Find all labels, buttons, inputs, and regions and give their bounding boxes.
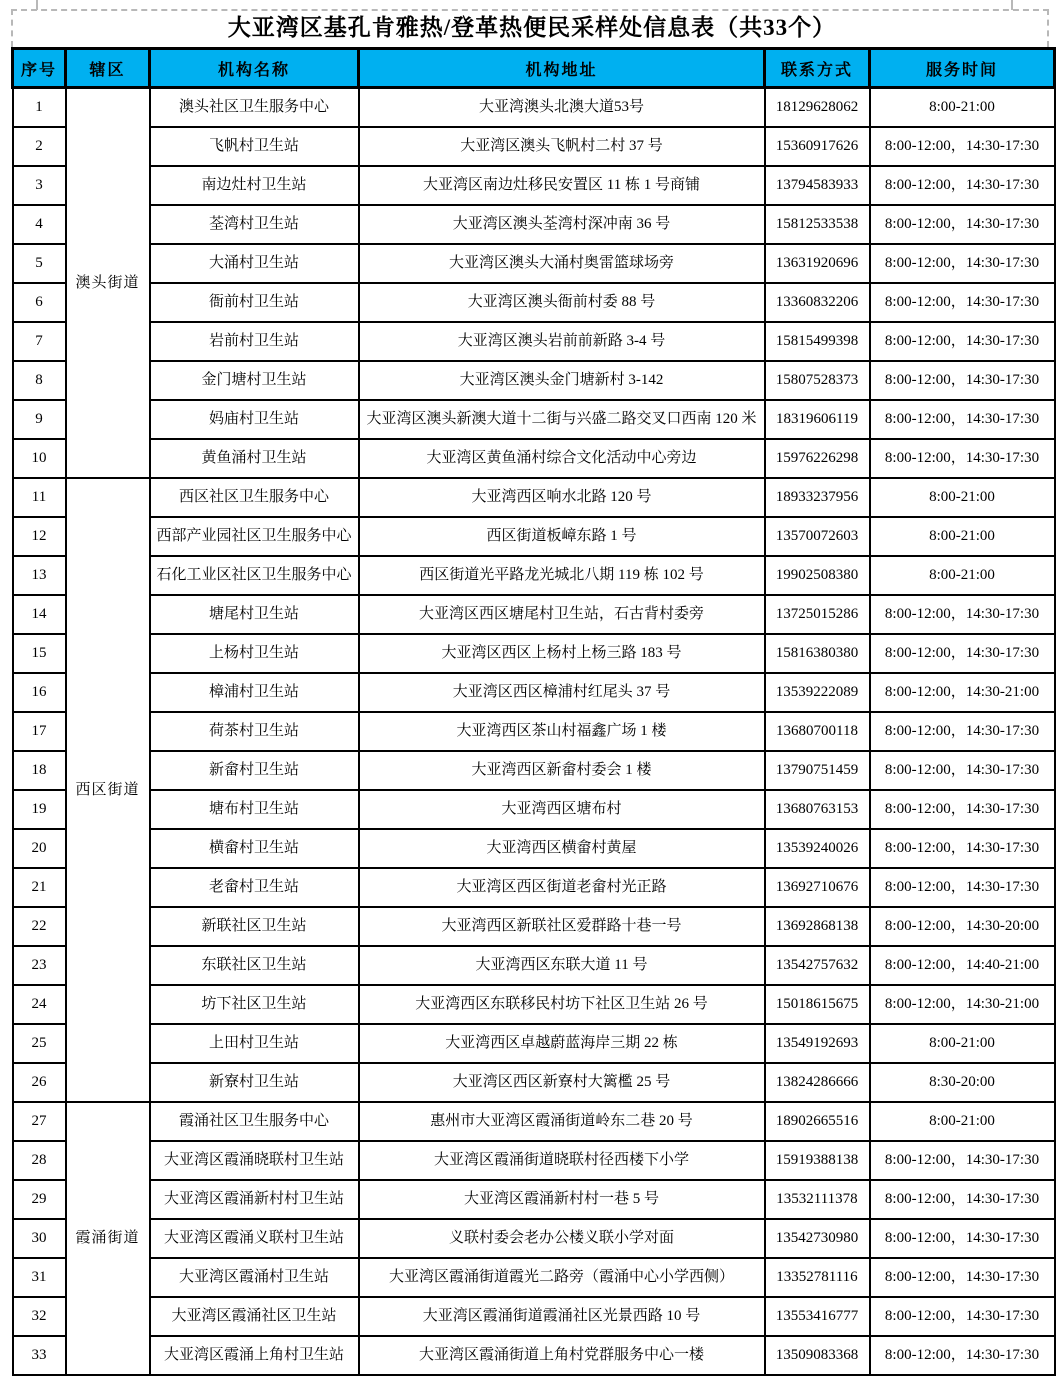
cell-institution-name: 大亚湾区霞涌新村村卫生站 xyxy=(150,1180,359,1219)
cell-service-hours: 8:00-12:00，14:30-17:30 xyxy=(870,595,1055,634)
col-header-hours: 服务时间 xyxy=(870,49,1055,88)
cell-institution-name: 新畲村卫生站 xyxy=(150,751,359,790)
table-row xyxy=(13,1219,1055,1258)
table-row xyxy=(13,829,1055,868)
cell-service-hours: 8:00-21:00 xyxy=(870,88,1055,128)
cell-institution-name: 飞帆村卫生站 xyxy=(150,127,359,166)
cell-institution-address: 大亚湾西区卓越蔚蓝海岸三期 22 栋 xyxy=(359,1024,765,1063)
cell-service-hours: 8:00-12:00，14:30-17:30 xyxy=(870,361,1055,400)
cell-serial-number: 23 xyxy=(13,946,66,985)
cell-institution-name: 上田村卫生站 xyxy=(150,1024,359,1063)
table-row xyxy=(13,400,1055,439)
cell-contact-phone: 15816380380 xyxy=(765,634,870,673)
cell-institution-address: 大亚湾区黄鱼涌村综合文化活动中心旁边 xyxy=(359,439,765,478)
cell-service-hours: 8:00-12:00，14:30-17:30 xyxy=(870,205,1055,244)
col-header-phone: 联系方式 xyxy=(765,49,870,88)
cell-serial-number: 33 xyxy=(13,1336,66,1375)
cell-contact-phone: 13725015286 xyxy=(765,595,870,634)
table-row xyxy=(13,712,1055,751)
cell-institution-address: 大亚湾区澳头大涌村奥雷篮球场旁 xyxy=(359,244,765,283)
table-row xyxy=(13,244,1055,283)
cell-contact-phone: 18129628062 xyxy=(765,88,870,128)
cell-institution-name: 大涌村卫生站 xyxy=(150,244,359,283)
cell-institution-address: 大亚湾区西区新寮村大篱檻 25 号 xyxy=(359,1063,765,1102)
cell-institution-name: 金门塘村卫生站 xyxy=(150,361,359,400)
cell-service-hours: 8:00-21:00 xyxy=(870,478,1055,517)
cell-contact-phone: 18902665516 xyxy=(765,1102,870,1141)
cell-serial-number: 25 xyxy=(13,1024,66,1063)
cell-serial-number: 22 xyxy=(13,907,66,946)
cell-contact-phone: 15919388138 xyxy=(765,1141,870,1180)
table-row xyxy=(13,283,1055,322)
cell-institution-address: 大亚湾区南边灶移民安置区 11 栋 1 号商铺 xyxy=(359,166,765,205)
cell-serial-number: 2 xyxy=(13,127,66,166)
cell-serial-number: 11 xyxy=(13,478,66,517)
cell-service-hours: 8:00-12:00，14:30-21:00 xyxy=(870,985,1055,1024)
table-row xyxy=(13,166,1055,205)
cell-institution-name: 大亚湾区霞涌村卫生站 xyxy=(150,1258,359,1297)
cell-contact-phone: 13794583933 xyxy=(765,166,870,205)
cell-contact-phone: 15812533538 xyxy=(765,205,870,244)
cell-institution-name: 横畲村卫生站 xyxy=(150,829,359,868)
cell-contact-phone: 15815499398 xyxy=(765,322,870,361)
cell-serial-number: 14 xyxy=(13,595,66,634)
col-header-name: 机构名称 xyxy=(150,49,359,88)
cell-institution-address: 大亚湾西区响水北路 120 号 xyxy=(359,478,765,517)
table-row xyxy=(13,205,1055,244)
cell-service-hours: 8:00-12:00，14:30-17:30 xyxy=(870,1141,1055,1180)
cell-institution-address: 大亚湾西区东联大道 11 号 xyxy=(359,946,765,985)
cell-institution-name: 澳头社区卫生服务中心 xyxy=(150,88,359,128)
cell-serial-number: 12 xyxy=(13,517,66,556)
cell-service-hours: 8:00-21:00 xyxy=(870,1102,1055,1141)
table-row xyxy=(13,751,1055,790)
cell-institution-address: 惠州市大亚湾区霞涌街道岭东二巷 20 号 xyxy=(359,1102,765,1141)
cell-institution-name: 妈庙村卫生站 xyxy=(150,400,359,439)
cell-contact-phone: 15976226298 xyxy=(765,439,870,478)
cell-serial-number: 28 xyxy=(13,1141,66,1180)
table-row xyxy=(13,361,1055,400)
cell-institution-address: 大亚湾西区横畲村黄屋 xyxy=(359,829,765,868)
cell-serial-number: 17 xyxy=(13,712,66,751)
cell-serial-number: 20 xyxy=(13,829,66,868)
cell-contact-phone: 13553416777 xyxy=(765,1297,870,1336)
table-row xyxy=(13,673,1055,712)
cell-district: 霞涌街道 xyxy=(66,1102,150,1375)
table-row xyxy=(13,478,1055,517)
cell-serial-number: 18 xyxy=(13,751,66,790)
cell-institution-address: 大亚湾区霞涌街道霞光二路旁（霞涌中心小学西侧） xyxy=(359,1258,765,1297)
cell-contact-phone: 15360917626 xyxy=(765,127,870,166)
col-header-address: 机构地址 xyxy=(359,49,765,88)
cell-contact-phone: 13692710676 xyxy=(765,868,870,907)
cell-institution-address: 大亚湾区澳头新澳大道十二街与兴盛二路交叉口西南 120 米 xyxy=(359,400,765,439)
cell-serial-number: 5 xyxy=(13,244,66,283)
cell-service-hours: 8:00-21:00 xyxy=(870,517,1055,556)
cell-institution-name: 荷茶村卫生站 xyxy=(150,712,359,751)
col-header-no: 序号 xyxy=(13,49,66,88)
table-row xyxy=(13,439,1055,478)
table-row xyxy=(13,88,1055,128)
cell-institution-address: 大亚湾区澳头金门塘新村 3-142 xyxy=(359,361,765,400)
cell-service-hours: 8:00-12:00，14:40-21:00 xyxy=(870,946,1055,985)
cell-service-hours: 8:00-12:00，14:30-20:00 xyxy=(870,907,1055,946)
cell-service-hours: 8:00-12:00，14:30-17:30 xyxy=(870,1219,1055,1258)
cell-serial-number: 27 xyxy=(13,1102,66,1141)
cell-institution-address: 大亚湾澳头北澳大道53号 xyxy=(359,88,765,128)
cell-institution-name: 坊下社区卫生站 xyxy=(150,985,359,1024)
cell-contact-phone: 13509083368 xyxy=(765,1336,870,1375)
cell-institution-address: 义联村委会老办公楼义联小学对面 xyxy=(359,1219,765,1258)
table-row xyxy=(13,556,1055,595)
page-title: 大亚湾区基孔肯雅热/登革热便民采样处信息表（共33个） xyxy=(227,15,837,40)
cell-service-hours: 8:00-12:00，14:30-17:30 xyxy=(870,439,1055,478)
cell-service-hours: 8:00-12:00，14:30-17:30 xyxy=(870,634,1055,673)
cell-serial-number: 21 xyxy=(13,868,66,907)
table-row xyxy=(13,1024,1055,1063)
cell-institution-name: 石化工业区社区卫生服务中心 xyxy=(150,556,359,595)
cell-contact-phone: 13539240026 xyxy=(765,829,870,868)
cell-institution-name: 西部产业园社区卫生服务中心 xyxy=(150,517,359,556)
table-row xyxy=(13,1141,1055,1180)
cell-service-hours: 8:00-12:00，14:30-17:30 xyxy=(870,283,1055,322)
cell-institution-name: 塘尾村卫生站 xyxy=(150,595,359,634)
cell-contact-phone: 18933237956 xyxy=(765,478,870,517)
table-header-row xyxy=(13,49,1055,88)
cell-institution-address: 西区街道板嶂东路 1 号 xyxy=(359,517,765,556)
cell-institution-name: 荃湾村卫生站 xyxy=(150,205,359,244)
table-row xyxy=(13,907,1055,946)
cell-institution-name: 大亚湾区霞涌上角村卫生站 xyxy=(150,1336,359,1375)
cell-serial-number: 15 xyxy=(13,634,66,673)
cell-contact-phone: 13539222089 xyxy=(765,673,870,712)
cell-contact-phone: 13542730980 xyxy=(765,1219,870,1258)
cell-contact-phone: 18319606119 xyxy=(765,400,870,439)
cell-institution-name: 黄鱼涌村卫生站 xyxy=(150,439,359,478)
cell-institution-name: 大亚湾区霞涌晓联村卫生站 xyxy=(150,1141,359,1180)
cell-serial-number: 8 xyxy=(13,361,66,400)
cell-institution-address: 大亚湾区霞涌新村村一巷 5 号 xyxy=(359,1180,765,1219)
cell-institution-address: 西区街道光平路龙光城北八期 119 栋 102 号 xyxy=(359,556,765,595)
table-row xyxy=(13,985,1055,1024)
cell-contact-phone: 13542757632 xyxy=(765,946,870,985)
table-row xyxy=(13,1336,1055,1375)
cell-institution-name: 东联社区卫生站 xyxy=(150,946,359,985)
cell-contact-phone: 13680700118 xyxy=(765,712,870,751)
cell-serial-number: 16 xyxy=(13,673,66,712)
table-row xyxy=(13,1063,1055,1102)
cell-contact-phone: 15018615675 xyxy=(765,985,870,1024)
table-row xyxy=(13,1258,1055,1297)
cell-institution-name: 新联社区卫生站 xyxy=(150,907,359,946)
cell-institution-name: 老畲村卫生站 xyxy=(150,868,359,907)
cell-institution-name: 霞涌社区卫生服务中心 xyxy=(150,1102,359,1141)
cell-contact-phone: 13549192693 xyxy=(765,1024,870,1063)
cell-serial-number: 32 xyxy=(13,1297,66,1336)
cell-serial-number: 9 xyxy=(13,400,66,439)
cell-service-hours: 8:00-12:00，14:30-17:30 xyxy=(870,244,1055,283)
cell-service-hours: 8:00-21:00 xyxy=(870,556,1055,595)
cell-serial-number: 26 xyxy=(13,1063,66,1102)
cell-institution-name: 塘布村卫生站 xyxy=(150,790,359,829)
cell-contact-phone: 13352781116 xyxy=(765,1258,870,1297)
cell-serial-number: 4 xyxy=(13,205,66,244)
cell-contact-phone: 15807528373 xyxy=(765,361,870,400)
table-row xyxy=(13,1297,1055,1336)
cell-institution-name: 樟浦村卫生站 xyxy=(150,673,359,712)
cell-serial-number: 29 xyxy=(13,1180,66,1219)
cell-institution-name: 南边灶村卫生站 xyxy=(150,166,359,205)
cell-contact-phone: 13570072603 xyxy=(765,517,870,556)
table-row xyxy=(13,1102,1055,1141)
cell-service-hours: 8:00-12:00，14:30-17:30 xyxy=(870,322,1055,361)
cell-serial-number: 19 xyxy=(13,790,66,829)
table-row xyxy=(13,790,1055,829)
cell-serial-number: 13 xyxy=(13,556,66,595)
cell-serial-number: 24 xyxy=(13,985,66,1024)
cell-service-hours: 8:00-12:00，14:30-17:30 xyxy=(870,1336,1055,1375)
cell-serial-number: 3 xyxy=(13,166,66,205)
cell-district: 澳头街道 xyxy=(66,88,150,479)
cell-service-hours: 8:30-20:00 xyxy=(870,1063,1055,1102)
cell-institution-address: 大亚湾区澳头岩前前新路 3-4 号 xyxy=(359,322,765,361)
cell-institution-address: 大亚湾区西区街道老畲村光正路 xyxy=(359,868,765,907)
cell-institution-address: 大亚湾西区茶山村福鑫广场 1 楼 xyxy=(359,712,765,751)
table-row xyxy=(13,322,1055,361)
cell-institution-address: 大亚湾区西区上杨村上杨三路 183 号 xyxy=(359,634,765,673)
cell-service-hours: 8:00-12:00，14:30-17:30 xyxy=(870,127,1055,166)
cell-service-hours: 8:00-12:00，14:30-17:30 xyxy=(870,829,1055,868)
cell-contact-phone: 13790751459 xyxy=(765,751,870,790)
cell-institution-address: 大亚湾西区东联移民村坊下社区卫生站 26 号 xyxy=(359,985,765,1024)
cell-institution-address: 大亚湾西区新联社区爱群路十巷一号 xyxy=(359,907,765,946)
cell-institution-address: 大亚湾西区塘布村 xyxy=(359,790,765,829)
cell-contact-phone: 13680763153 xyxy=(765,790,870,829)
cell-district: 西区街道 xyxy=(66,478,150,1102)
cell-institution-address: 大亚湾区澳头衙前村委 88 号 xyxy=(359,283,765,322)
cell-institution-address: 大亚湾西区新畲村委会 1 楼 xyxy=(359,751,765,790)
cell-institution-address: 大亚湾区霞涌街道上角村党群服务中心一楼 xyxy=(359,1336,765,1375)
cell-institution-address: 大亚湾区西区塘尾村卫生站，石古背村委旁 xyxy=(359,595,765,634)
cell-institution-name: 大亚湾区霞涌义联村卫生站 xyxy=(150,1219,359,1258)
cell-institution-name: 岩前村卫生站 xyxy=(150,322,359,361)
col-header-district: 辖区 xyxy=(66,49,150,88)
table-row xyxy=(13,868,1055,907)
cell-service-hours: 8:00-12:00，14:30-17:30 xyxy=(870,712,1055,751)
cell-serial-number: 31 xyxy=(13,1258,66,1297)
cell-service-hours: 8:00-12:00，14:30-17:30 xyxy=(870,751,1055,790)
cell-contact-phone: 13532111378 xyxy=(765,1180,870,1219)
cell-serial-number: 6 xyxy=(13,283,66,322)
cell-institution-address: 大亚湾区西区樟浦村红尾头 37 号 xyxy=(359,673,765,712)
cell-service-hours: 8:00-12:00，14:30-17:30 xyxy=(870,790,1055,829)
cell-institution-address: 大亚湾区霞涌街道霞涌社区光景西路 10 号 xyxy=(359,1297,765,1336)
cell-institution-address: 大亚湾区霞涌街道晓联村径西楼下小学 xyxy=(359,1141,765,1180)
cell-service-hours: 8:00-12:00，14:30-17:30 xyxy=(870,1297,1055,1336)
table-row xyxy=(13,595,1055,634)
cell-contact-phone: 13631920696 xyxy=(765,244,870,283)
cell-serial-number: 7 xyxy=(13,322,66,361)
cell-service-hours: 8:00-21:00 xyxy=(870,1024,1055,1063)
table-row xyxy=(13,1180,1055,1219)
cell-service-hours: 8:00-12:00，14:30-17:30 xyxy=(870,166,1055,205)
cell-service-hours: 8:00-12:00，14:30-17:30 xyxy=(870,1258,1055,1297)
cell-contact-phone: 13824286666 xyxy=(765,1063,870,1102)
cell-service-hours: 8:00-12:00，14:30-17:30 xyxy=(870,1180,1055,1219)
cell-contact-phone: 19902508380 xyxy=(765,556,870,595)
cell-serial-number: 1 xyxy=(13,88,66,128)
cell-serial-number: 30 xyxy=(13,1219,66,1258)
cell-institution-name: 上杨村卫生站 xyxy=(150,634,359,673)
cell-institution-name: 大亚湾区霞涌社区卫生站 xyxy=(150,1297,359,1336)
table-row xyxy=(13,127,1055,166)
cell-institution-address: 大亚湾区澳头荃湾村深冲南 36 号 xyxy=(359,205,765,244)
cell-institution-address: 大亚湾区澳头飞帆村二村 37 号 xyxy=(359,127,765,166)
cell-institution-name: 衙前村卫生站 xyxy=(150,283,359,322)
cell-serial-number: 10 xyxy=(13,439,66,478)
cell-institution-name: 新寮村卫生站 xyxy=(150,1063,359,1102)
cell-institution-name: 西区社区卫生服务中心 xyxy=(150,478,359,517)
cell-service-hours: 8:00-12:00，14:30-17:30 xyxy=(870,868,1055,907)
sampling-sites-table xyxy=(11,47,1056,1376)
cell-service-hours: 8:00-12:00，14:30-21:00 xyxy=(870,673,1055,712)
cell-contact-phone: 13692868138 xyxy=(765,907,870,946)
table-row xyxy=(13,517,1055,556)
cell-service-hours: 8:00-12:00，14:30-17:30 xyxy=(870,400,1055,439)
table-row xyxy=(13,946,1055,985)
table-row xyxy=(13,634,1055,673)
cell-contact-phone: 13360832206 xyxy=(765,283,870,322)
